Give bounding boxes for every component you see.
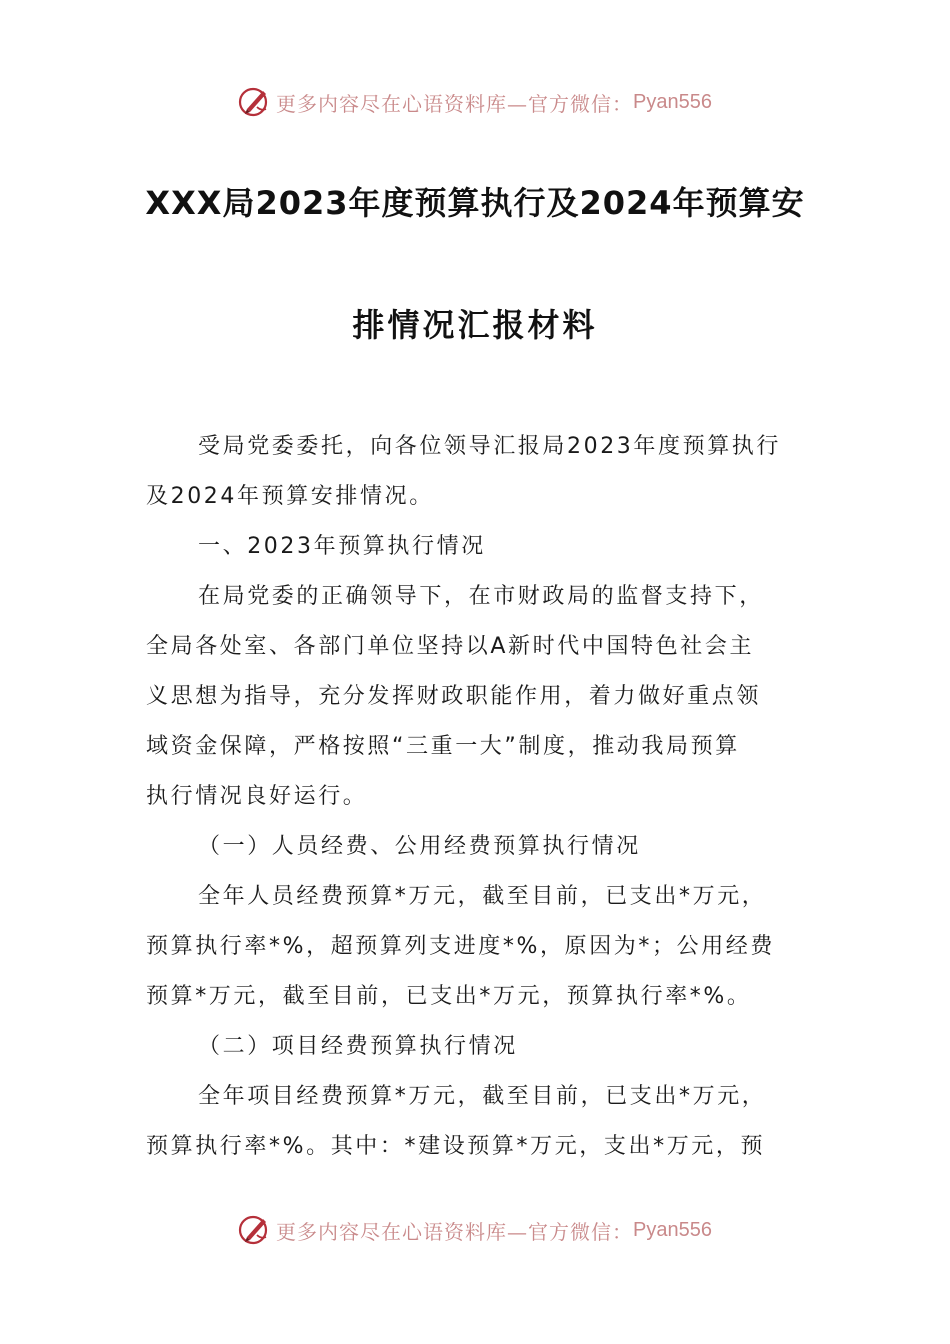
watermark-handle: Pyan556 — [633, 90, 712, 113]
subsection-heading-2 — [146, 1022, 806, 1072]
watermark-header — [0, 82, 950, 122]
paragraph-execution-overview — [146, 572, 806, 822]
watermark-footer — [0, 1210, 950, 1250]
paragraph-line: 在局党委的正确领导下，在市财政局的监督支持下， — [198, 584, 764, 609]
pen-logo-icon — [238, 1213, 272, 1247]
document-title-line-2: 排情况汇报材料 — [352, 306, 598, 344]
watermark-handle: Pyan556 — [633, 1218, 712, 1241]
subsection-heading-1 — [146, 822, 806, 872]
paragraph-line: 及2024年预算安排情况。 — [146, 484, 434, 509]
paragraph-line: 预算执行率*%。其中：*建设预算*万元，支出*万元，预 — [146, 1134, 766, 1159]
paragraph-line: （一）人员经费、公用经费预算执行情况 — [198, 834, 641, 859]
paragraph-line: 执行情况良好运行。 — [146, 784, 368, 809]
paragraph-line: 义思想为指导，充分发挥财政职能作用，着力做好重点领 — [146, 684, 762, 709]
section-heading-1 — [146, 522, 806, 572]
paragraph-line: 域资金保障，严格按照“三重一大”制度，推动我局预算 — [146, 734, 740, 759]
paragraph-personnel-funds — [146, 872, 806, 1022]
paragraph-line: （二）项目经费预算执行情况 — [198, 1034, 518, 1059]
paragraph-project-funds — [146, 1072, 806, 1172]
paragraph-line: 全年人员经费预算*万元，截至目前，已支出*万元， — [198, 884, 767, 909]
document-title-line-1: XXX局2023年度预算执行及2024年预算安 — [145, 184, 805, 222]
watermark-text: 更多内容尽在心语资料库—官方微信： — [276, 91, 634, 116]
paragraph-line: 预算执行率*%，超预算列支进度*%，原因为*；公用经费 — [146, 934, 776, 959]
paragraph-line: 全局各处室、各部门单位坚持以A新时代中国特色社会主 — [146, 634, 755, 659]
document-body — [146, 422, 806, 1172]
paragraph-line: 一、2023年预算执行情况 — [198, 534, 486, 559]
paragraph-intro — [146, 422, 806, 522]
paragraph-line: 预算*万元，截至目前，已支出*万元，预算执行率*%。 — [146, 984, 752, 1009]
paragraph-line: 受局党委委托，向各位领导汇报局2023年度预算执行 — [198, 434, 781, 459]
paragraph-line: 全年项目经费预算*万元，截至目前，已支出*万元， — [198, 1084, 767, 1109]
watermark-text: 更多内容尽在心语资料库—官方微信： — [276, 1219, 634, 1244]
pen-logo-icon — [238, 85, 272, 119]
